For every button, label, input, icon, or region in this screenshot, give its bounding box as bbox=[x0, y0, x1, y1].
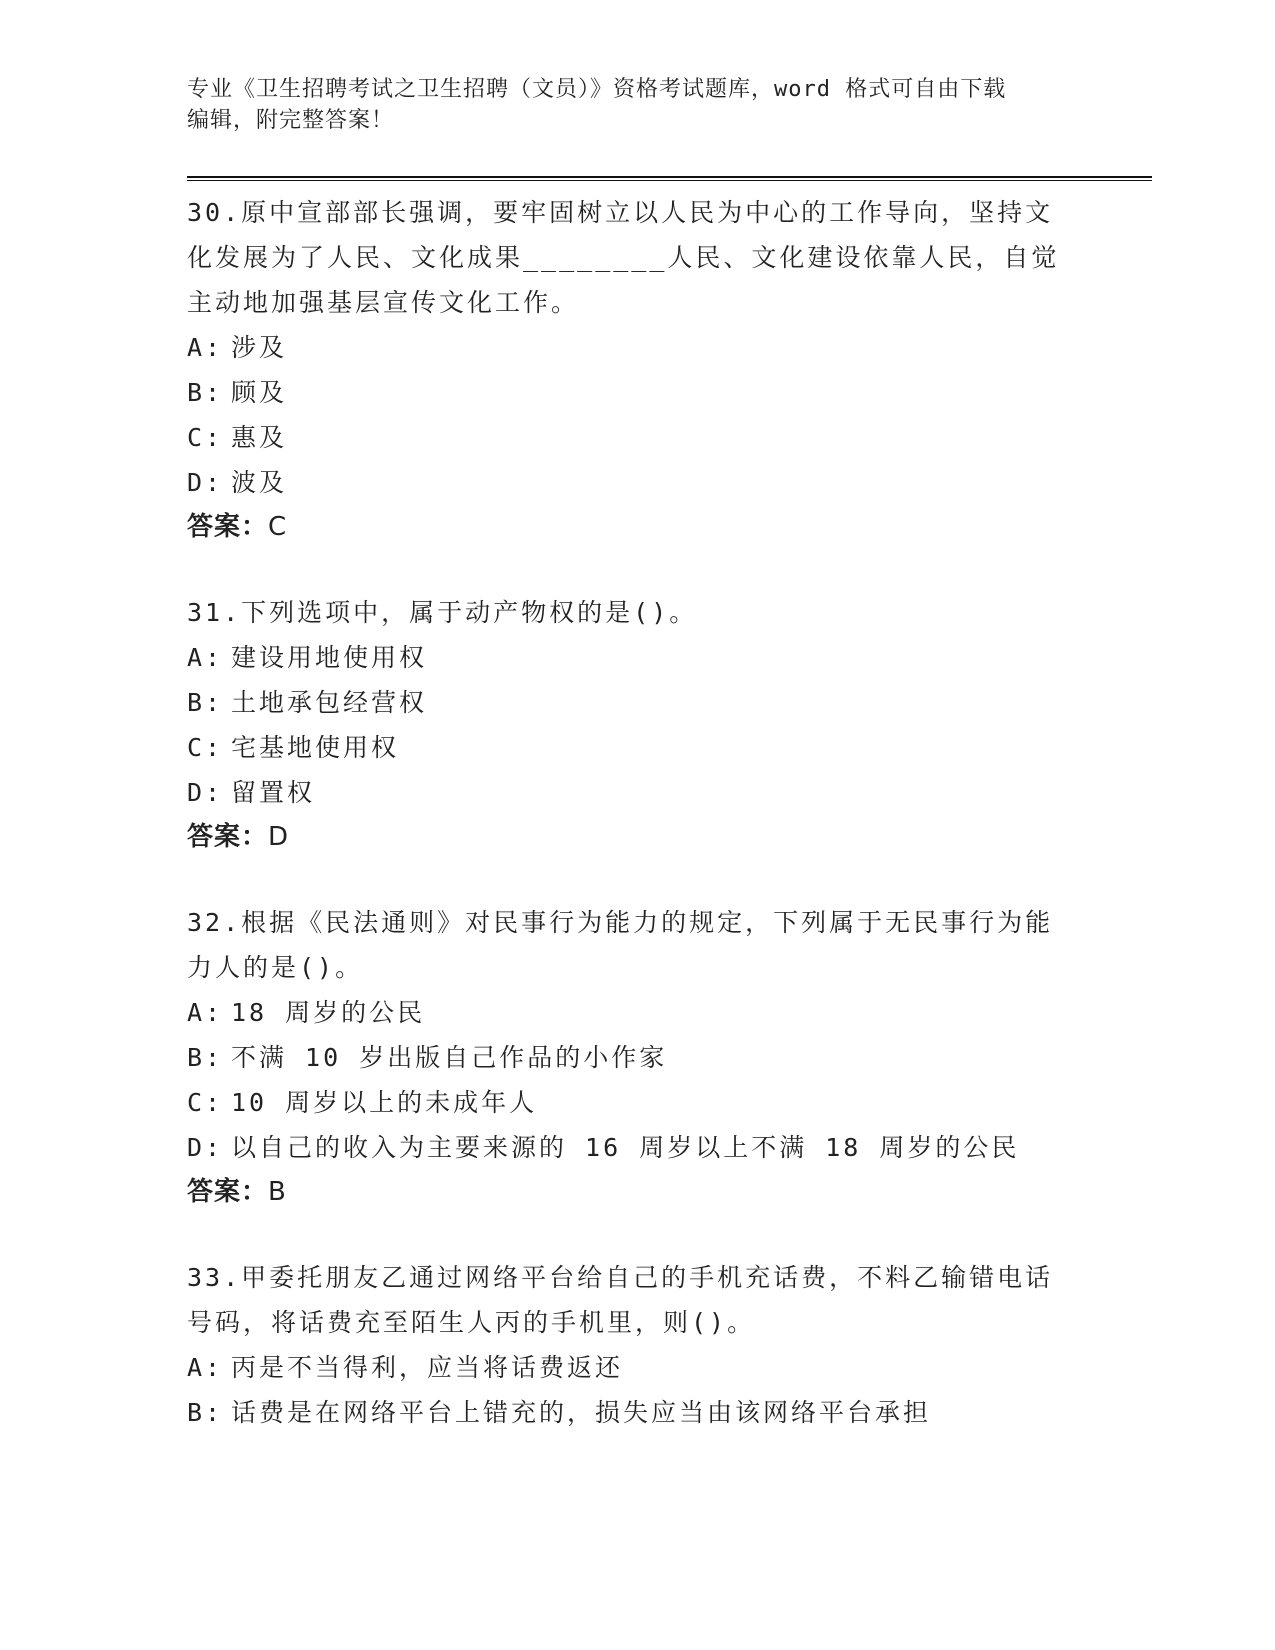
option-text: 话费是在网络平台上错充的，损失应当由该网络平台承担 bbox=[231, 1398, 932, 1427]
option-text: 惠及 bbox=[231, 423, 288, 452]
question-31 bbox=[187, 590, 1087, 860]
option-key: C: bbox=[187, 423, 224, 452]
question-stem-line: 30.原中宣部部长强调，要牢固树立以人民为中心的工作导向，坚持文 bbox=[187, 198, 1054, 227]
question-list bbox=[187, 190, 1087, 1475]
question-stem-line: 力人的是()。 bbox=[187, 953, 364, 982]
option-key: C: bbox=[187, 1088, 224, 1117]
option-text: 以自己的收入为主要来源的 16 周岁以上不满 18 周岁的公民 bbox=[231, 1133, 1020, 1162]
answer-value: C bbox=[268, 512, 288, 542]
question-stem-line: 化发展为了人民、文化成果________人民、文化建设依靠人民，自觉 bbox=[187, 243, 1060, 272]
answer-value: D bbox=[268, 822, 290, 852]
option-c bbox=[187, 725, 1087, 770]
option-text: 留置权 bbox=[231, 778, 316, 807]
question-stem-line: 号码，将话费充至陌生人丙的手机里，则()。 bbox=[187, 1308, 756, 1337]
option-key: D: bbox=[187, 778, 224, 807]
option-key: A: bbox=[187, 998, 224, 1027]
answer-label: 答案： bbox=[187, 822, 269, 852]
option-text: 涉及 bbox=[231, 333, 288, 362]
option-key: B: bbox=[187, 1043, 224, 1072]
option-text: 顾及 bbox=[231, 378, 288, 407]
option-key: D: bbox=[187, 468, 224, 497]
question-32 bbox=[187, 900, 1087, 1215]
answer-line bbox=[187, 505, 1087, 550]
header-divider bbox=[187, 176, 1152, 181]
option-d bbox=[187, 460, 1087, 505]
option-c bbox=[187, 1080, 1087, 1125]
option-a bbox=[187, 325, 1087, 370]
answer-value: B bbox=[268, 1177, 287, 1207]
option-b bbox=[187, 680, 1087, 725]
option-text: 丙是不当得利，应当将话费返还 bbox=[231, 1353, 624, 1382]
option-text: 波及 bbox=[231, 468, 288, 497]
option-key: B: bbox=[187, 1398, 224, 1427]
option-text: 不满 10 岁出版自己作品的小作家 bbox=[231, 1043, 668, 1072]
header-line-2: 编辑，附完整答案！ bbox=[187, 108, 395, 133]
option-b bbox=[187, 370, 1087, 415]
answer-label: 答案： bbox=[187, 512, 269, 542]
option-d bbox=[187, 1125, 1087, 1170]
question-stem-line: 32.根据《民法通则》对民事行为能力的规定，下列属于无民事行为能 bbox=[187, 908, 1054, 937]
option-c bbox=[187, 415, 1087, 460]
option-text: 土地承包经营权 bbox=[231, 688, 428, 717]
option-a bbox=[187, 635, 1087, 680]
option-key: A: bbox=[187, 333, 224, 362]
question-stem-line: 31.下列选项中，属于动产物权的是()。 bbox=[187, 598, 698, 627]
header-line-1: 专业《卫生招聘考试之卫生招聘（文员）》资格考试题库，word 格式可自由下载 bbox=[187, 77, 1007, 102]
option-text: 建设用地使用权 bbox=[231, 643, 428, 672]
option-b bbox=[187, 1390, 1087, 1435]
option-text: 宅基地使用权 bbox=[231, 733, 400, 762]
option-text: 18 周岁的公民 bbox=[231, 998, 426, 1027]
option-key: A: bbox=[187, 1353, 224, 1382]
question-stem-line: 主动地加强基层宣传文化工作。 bbox=[187, 288, 580, 317]
answer-label: 答案： bbox=[187, 1177, 269, 1207]
option-a bbox=[187, 1345, 1087, 1390]
option-key: B: bbox=[187, 378, 224, 407]
question-stem-line: 33.甲委托朋友乙通过网络平台给自己的手机充话费，不料乙输错电话 bbox=[187, 1263, 1054, 1292]
option-key: A: bbox=[187, 643, 224, 672]
option-d bbox=[187, 770, 1087, 815]
answer-line bbox=[187, 815, 1087, 860]
option-key: C: bbox=[187, 733, 224, 762]
option-b bbox=[187, 1035, 1087, 1080]
question-30 bbox=[187, 190, 1087, 550]
option-key: D: bbox=[187, 1133, 224, 1162]
option-key: B: bbox=[187, 688, 224, 717]
option-text: 10 周岁以上的未成年人 bbox=[231, 1088, 538, 1117]
document-header bbox=[187, 74, 1087, 136]
option-a bbox=[187, 990, 1087, 1035]
question-33 bbox=[187, 1255, 1087, 1435]
answer-line bbox=[187, 1170, 1087, 1215]
